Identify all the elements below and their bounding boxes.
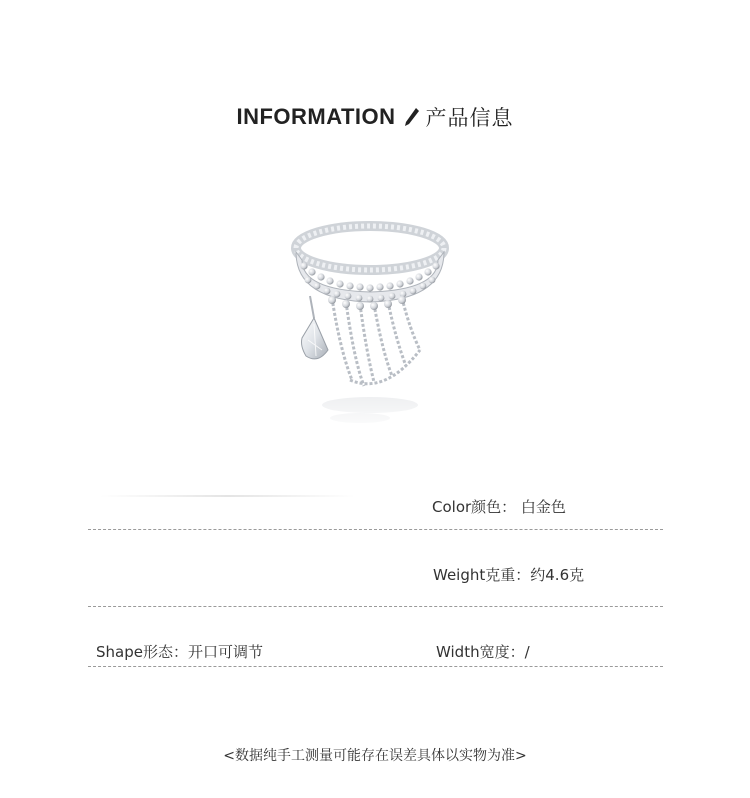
decorative-line <box>100 495 355 497</box>
spec-width: Width宽度：/ <box>436 643 530 661</box>
measurement-note: <数据纯手工测量可能存在误差具体以实物为准> <box>223 748 527 764</box>
spec-shape: Shape形态：开口可调节 <box>96 643 263 661</box>
spec-color: Color颜色： 白金色 <box>432 498 566 516</box>
info-header <box>0 100 750 134</box>
pen-icon <box>404 107 420 127</box>
spec-weight: Weight克重：约4.6克 <box>433 566 585 584</box>
divider-2 <box>88 606 663 607</box>
divider-3 <box>88 666 663 667</box>
product-image-ring <box>270 200 470 440</box>
header-title-en: INFORMATION <box>236 104 396 129</box>
header-title-cn: 产品信息 <box>425 106 514 130</box>
divider-1 <box>88 529 663 530</box>
